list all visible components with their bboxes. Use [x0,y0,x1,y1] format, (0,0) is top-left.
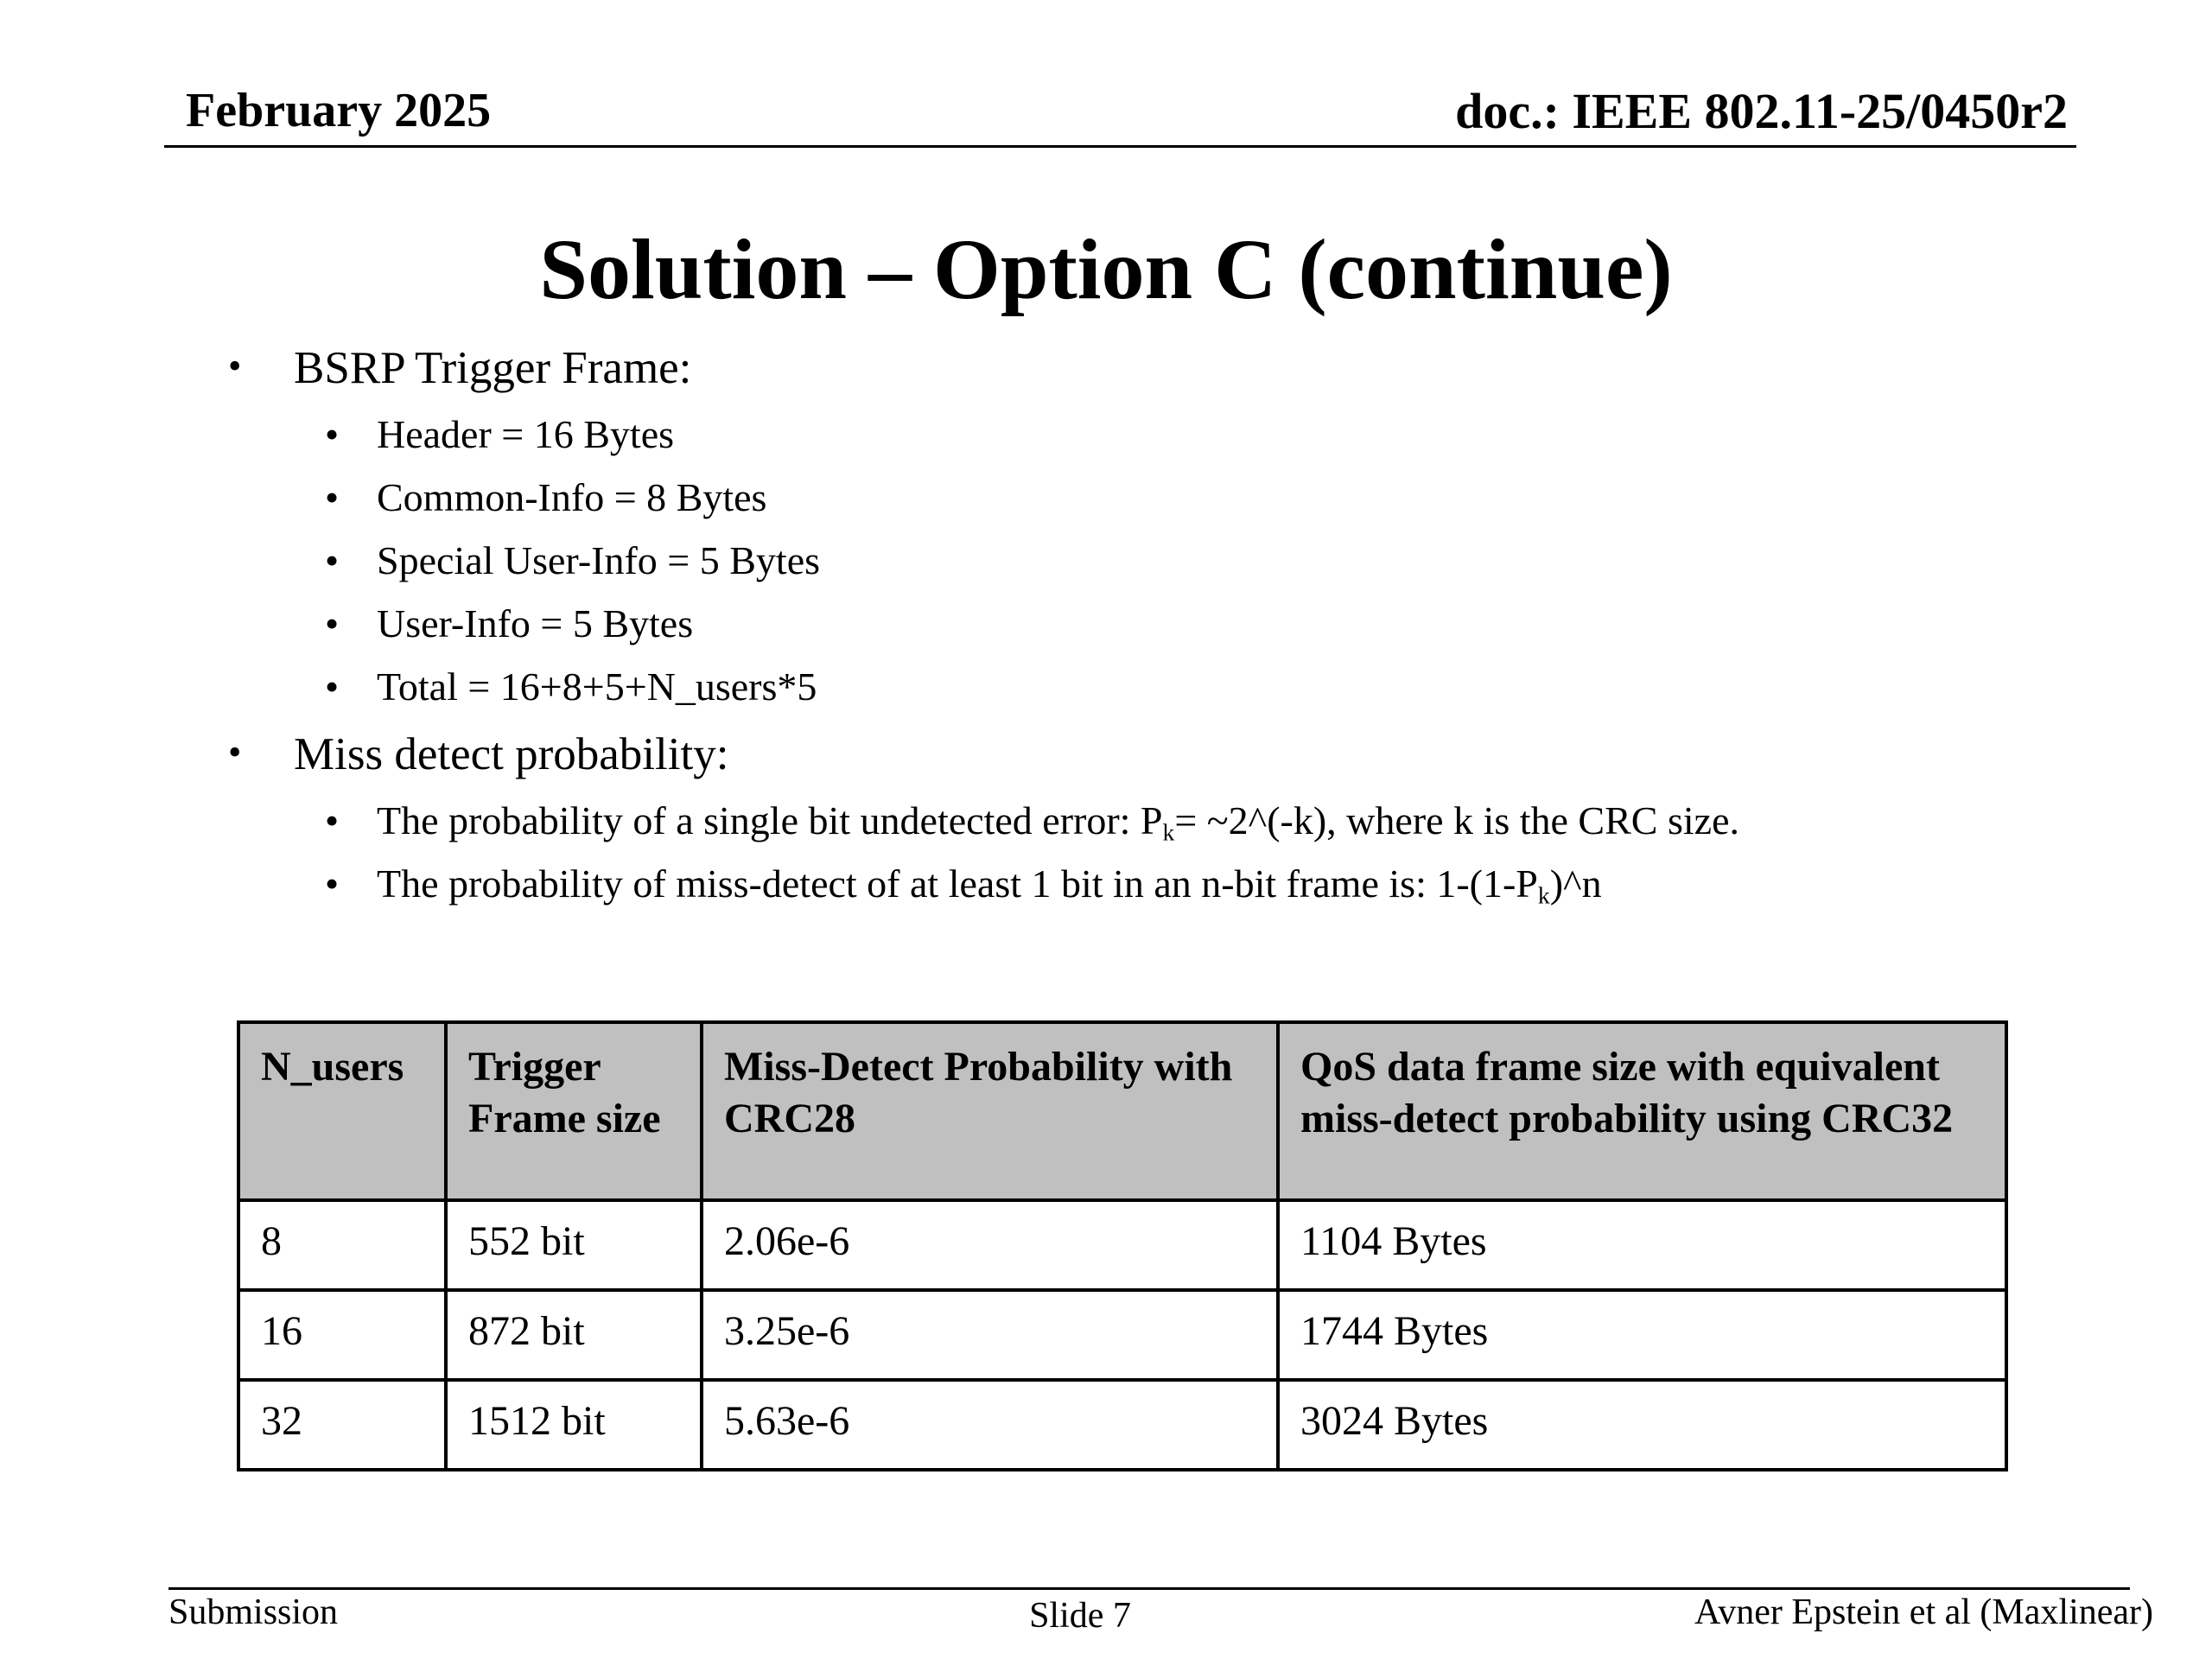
bullet-special-user-info [325,538,821,582]
bullet-dot: • [325,412,340,456]
table-cell: 32 [238,1380,446,1470]
bullet-text: Total = 16+8+5+N_users*5 [377,664,817,709]
bullet-dot: • [325,798,340,842]
table-header-row [238,1022,2006,1200]
bullet-text: Header = 16 Bytes [377,412,675,456]
bullet-dot: • [325,475,340,519]
header-divider [164,145,2076,148]
bullet-text: Special User-Info = 5 Bytes [377,538,821,582]
bullet-bsrp [228,343,692,393]
column-header-qos-frame-size: QoS data frame size with equivalent miss-detect probability using CRC32 [1278,1022,2006,1200]
bullet-text: Common-Info = 8 Bytes [377,475,767,519]
footer-slide-number: Slide 7 [1029,1596,1131,1636]
table-cell: 872 bit [446,1290,702,1380]
bullet-text: BSRP Trigger Frame: [294,343,692,393]
table-cell: 2.06e-6 [702,1200,1278,1290]
column-header-trigger-frame-size: Trigger Frame size [446,1022,702,1200]
table-row [238,1290,2006,1380]
footer-submission: Submission [168,1592,339,1632]
column-header-miss-detect-prob: Miss-Detect Probability with CRC28 [702,1022,1278,1200]
bullet-dot: • [325,538,340,582]
header-date: February 2025 [186,84,492,137]
bullet-header-size [325,412,675,456]
bullet-single-bit-prob [325,798,1739,846]
table-cell: 1104 Bytes [1278,1200,2006,1290]
header-doc-id: doc.: IEEE 802.11-25/0450r2 [1455,83,2068,139]
slide-title: Solution – Option C (continue) [539,221,1673,317]
table-cell: 16 [238,1290,446,1380]
footer-divider [168,1587,2130,1590]
column-header-n-users: N_users [238,1022,446,1200]
bullet-text: Miss detect probability: [294,729,729,779]
table-cell: 1744 Bytes [1278,1290,2006,1380]
table-cell: 552 bit [446,1200,702,1290]
table-cell: 3.25e-6 [702,1290,1278,1380]
bullet-miss-detect [228,729,729,779]
table-row [238,1380,2006,1470]
bullet-dot: • [325,601,340,645]
table-cell: 1512 bit [446,1380,702,1470]
bullet-text: The probability of a single bit undetected error: $P_k=$ ~2^(-k), where k is the CRC size. [377,798,1739,846]
bullet-dot: • [325,664,340,709]
bullet-dot: • [228,731,242,773]
bullet-text: The probability of miss-detect of at least 1 bit in an n-bit frame is: $1-(1-P_k)\^{}n$ [377,861,1602,909]
bullet-frame-prob [325,861,1602,909]
table-cell: 8 [238,1200,446,1290]
bullet-dot: • [228,345,242,387]
table-cell: 5.63e-6 [702,1380,1278,1470]
bullet-common-info [325,475,767,519]
table-row [238,1200,2006,1290]
bullet-text: User-Info = 5 Bytes [377,601,694,645]
table-cell: 3024 Bytes [1278,1380,2006,1470]
bullet-dot: • [325,861,340,906]
footer-authors: Avner Epstein et al (Maxlinear) [1694,1592,2153,1632]
bullet-user-info [325,601,694,645]
results-table [237,1020,2008,1471]
bullet-total [325,664,817,709]
